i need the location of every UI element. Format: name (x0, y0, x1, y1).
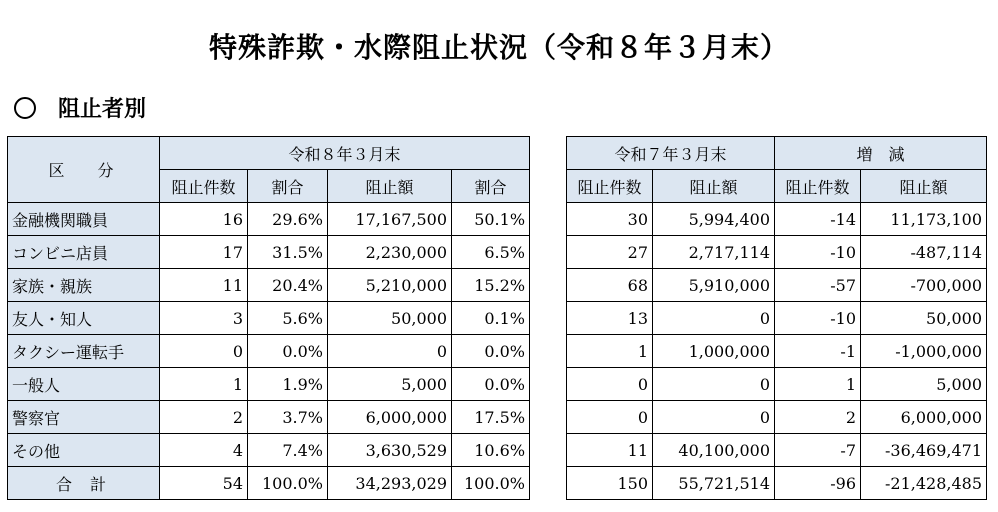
count-ratio-header: 割合 (248, 170, 328, 203)
count-cell: 17 (160, 236, 248, 269)
count-cell: 4 (160, 434, 248, 467)
comparison-table (566, 136, 987, 500)
diff-count-cell: -10 (775, 236, 861, 269)
amount-cell: 17,167,500 (328, 203, 452, 236)
table-row (567, 236, 987, 269)
change-header: 増 減 (775, 137, 987, 170)
row-label: 友人・知人 (8, 302, 160, 335)
table-row (567, 203, 987, 236)
diff-count-cell: -57 (775, 269, 861, 302)
current-period-header: 令和８年３月末 (160, 137, 530, 170)
table-row (8, 368, 530, 401)
amount-cell: 0 (328, 335, 452, 368)
diff-count-cell: -10 (775, 302, 861, 335)
count-ratio-cell: 3.7% (248, 401, 328, 434)
amount-cell: 2,230,000 (328, 236, 452, 269)
amount-cell: 3,630,529 (328, 434, 452, 467)
amount-ratio-cell: 0.0% (452, 368, 530, 401)
prev-period-header: 令和７年３月末 (567, 137, 775, 170)
amount-ratio-cell: 100.0% (452, 467, 530, 500)
table-row (8, 401, 530, 434)
diff-amount-cell: -487,114 (861, 236, 987, 269)
diff-amount-cell: 50,000 (861, 302, 987, 335)
table-row (8, 203, 530, 236)
diff-amount-cell: -36,469,471 (861, 434, 987, 467)
table-row (567, 434, 987, 467)
amount-ratio-cell: 6.5% (452, 236, 530, 269)
diff-amount-header: 阻止額 (861, 170, 987, 203)
amount-cell: 5,000 (328, 368, 452, 401)
diff-count-cell: 2 (775, 401, 861, 434)
total-row (567, 467, 987, 500)
row-label: 家族・親族 (8, 269, 160, 302)
prev-amount-cell: 5,910,000 (653, 269, 775, 302)
diff-count-cell: -96 (775, 467, 861, 500)
amount-ratio-cell: 50.1% (452, 203, 530, 236)
page-title: 特殊詐欺・水際阻止状況（令和８年３月末） (208, 31, 789, 64)
prev-amount-cell: 40,100,000 (653, 434, 775, 467)
count-cell: 54 (160, 467, 248, 500)
table-row (8, 269, 530, 302)
table-row (567, 335, 987, 368)
diff-count-cell: -7 (775, 434, 861, 467)
diff-amount-cell: 11,173,100 (861, 203, 987, 236)
diff-amount-cell: -1,000,000 (861, 335, 987, 368)
prev-count-header: 阻止件数 (567, 170, 653, 203)
amount-ratio-cell: 17.5% (452, 401, 530, 434)
prev-count-cell: 0 (567, 401, 653, 434)
diff-amount-cell: -21,428,485 (861, 467, 987, 500)
count-ratio-cell: 100.0% (248, 467, 328, 500)
prev-amount-header: 阻止額 (653, 170, 775, 203)
row-label: コンビニ店員 (8, 236, 160, 269)
prev-count-cell: 13 (567, 302, 653, 335)
count-cell: 1 (160, 368, 248, 401)
diff-count-header: 阻止件数 (775, 170, 861, 203)
table-row (567, 401, 987, 434)
section-heading (14, 92, 146, 123)
table-row (8, 302, 530, 335)
table-row (567, 269, 987, 302)
count-cell: 11 (160, 269, 248, 302)
prev-amount-cell: 2,717,114 (653, 236, 775, 269)
prev-count-cell: 11 (567, 434, 653, 467)
current-period-table (7, 136, 530, 500)
row-label: 合計 (8, 467, 160, 500)
diff-count-cell: -1 (775, 335, 861, 368)
prev-count-cell: 0 (567, 368, 653, 401)
diff-count-cell: 1 (775, 368, 861, 401)
prev-count-cell: 150 (567, 467, 653, 500)
amount-ratio-header: 割合 (452, 170, 530, 203)
row-label: その他 (8, 434, 160, 467)
count-cell: 0 (160, 335, 248, 368)
section-heading-text: 阻止者別 (58, 97, 147, 122)
circle-icon (14, 97, 36, 119)
row-label: タクシー運転手 (8, 335, 160, 368)
amount-header: 阻止額 (328, 170, 452, 203)
prev-amount-cell: 0 (653, 401, 775, 434)
count-ratio-cell: 1.9% (248, 368, 328, 401)
amount-cell: 5,210,000 (328, 269, 452, 302)
count-header: 阻止件数 (160, 170, 248, 203)
row-label: 一般人 (8, 368, 160, 401)
row-label: 金融機関職員 (8, 203, 160, 236)
count-cell: 2 (160, 401, 248, 434)
category-header: 区 分 (8, 137, 160, 203)
prev-count-cell: 1 (567, 335, 653, 368)
count-ratio-cell: 7.4% (248, 434, 328, 467)
count-ratio-cell: 0.0% (248, 335, 328, 368)
count-ratio-cell: 31.5% (248, 236, 328, 269)
diff-count-cell: -14 (775, 203, 861, 236)
count-ratio-cell: 29.6% (248, 203, 328, 236)
count-cell: 3 (160, 302, 248, 335)
count-ratio-cell: 5.6% (248, 302, 328, 335)
table-row (8, 236, 530, 269)
table-row (567, 302, 987, 335)
prev-amount-cell: 0 (653, 302, 775, 335)
prev-amount-cell: 55,721,514 (653, 467, 775, 500)
prev-count-cell: 68 (567, 269, 653, 302)
diff-amount-cell: 5,000 (861, 368, 987, 401)
table-row (8, 335, 530, 368)
prev-count-cell: 27 (567, 236, 653, 269)
amount-ratio-cell: 0.0% (452, 335, 530, 368)
prev-amount-cell: 5,994,400 (653, 203, 775, 236)
diff-amount-cell: -700,000 (861, 269, 987, 302)
prev-count-cell: 30 (567, 203, 653, 236)
diff-amount-cell: 6,000,000 (861, 401, 987, 434)
amount-cell: 50,000 (328, 302, 452, 335)
count-cell: 16 (160, 203, 248, 236)
prev-amount-cell: 1,000,000 (653, 335, 775, 368)
total-row (8, 467, 530, 500)
table-row (8, 434, 530, 467)
amount-ratio-cell: 10.6% (452, 434, 530, 467)
row-label: 警察官 (8, 401, 160, 434)
amount-cell: 6,000,000 (328, 401, 452, 434)
prev-amount-cell: 0 (653, 368, 775, 401)
table-row (567, 368, 987, 401)
amount-cell: 34,293,029 (328, 467, 452, 500)
count-ratio-cell: 20.4% (248, 269, 328, 302)
amount-ratio-cell: 0.1% (452, 302, 530, 335)
amount-ratio-cell: 15.2% (452, 269, 530, 302)
